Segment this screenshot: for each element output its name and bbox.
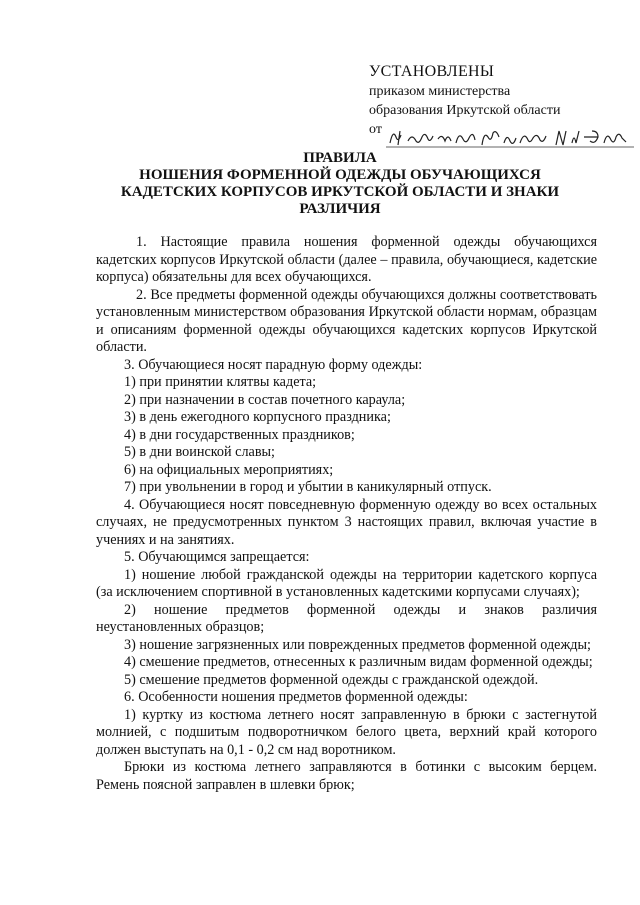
document-body [96, 234, 597, 794]
approval-title: УСТАНОВЛЕНЫ [369, 63, 495, 80]
list-item: 1) куртку из костюма летнего носят заправленную в брюки с застегнутой молнией, с подшитым подворотничком белого цвета, верхний край которого должен выступать на 0,1 - 0,2 см над воротником. [96, 706, 597, 758]
handwriting-signature-icon [386, 123, 636, 153]
approval-block [369, 62, 634, 139]
list-item: 2) при назначении в состав почетного караула; [124, 391, 406, 408]
approval-line-2: образования Иркутской области [369, 103, 561, 118]
paragraph-4: 4. Обучающиеся носят повседневную форменную одежду во всех остальных случаях, не предусмотренных пунктом 3 настоящих правил, включая участие в учениях и на занятиях. [96, 496, 597, 548]
list-item: 2) ношение предметов форменной одежды и знаков различия неустановленных образцов; [96, 601, 597, 635]
list-item: 7) при увольнении в город и убытии в каникулярный отпуск. [124, 479, 492, 495]
list-item: 1) при принятии клятвы кадета; [124, 374, 317, 390]
paragraph-5: 5. Обучающимся запрещается: [124, 549, 310, 565]
list-item: 5) в дни воинской славы; [124, 444, 275, 460]
paragraph-continued: Брюки из костюма летнего заправляются в ботинки с высоким берцем. Ремень поясной заправлен в шлевки брюк; [96, 759, 597, 793]
list-item: 5) смешение предметов форменной одежды с гражданской одеждой. [124, 671, 539, 688]
list-item: 3) в день ежегодного корпусного праздника; [124, 409, 391, 425]
approval-date-prefix: от [369, 122, 382, 137]
title-line-2: НОШЕНИЯ ФОРМЕННОЙ ОДЕЖДЫ ОБУЧАЮЩИХСЯ [139, 167, 541, 183]
paragraph-2: 2. Все предметы форменной одежды обучающихся должны соответствовать установленным министерством образования Иркутской области нормам, образцам и описаниям форменной одежды обучающихся кадетских корпусов Иркутской области. [96, 286, 597, 355]
list-item: 6) на официальных мероприятиях; [124, 461, 334, 478]
approval-line-1: приказом министерства [369, 84, 511, 99]
paragraph-1: 1. Настоящие правила ношения форменной одежды обучающихся кадетских корпусов Иркутской области (далее – правила, обучающиеся, кадетские корпуса) обязательны для всех обучающихся. [96, 234, 597, 285]
title-line-1: ПРАВИЛА [303, 150, 377, 166]
list-item: 3) ношение загрязненных или поврежденных предметов форменной одежды; [124, 636, 591, 653]
title-line-4: РАЗЛИЧИЯ [299, 201, 381, 217]
document-title [80, 150, 600, 218]
list-item: 4) смешение предметов, отнесенных к различным видам форменной одежды; [124, 654, 593, 670]
paragraph-3: 3. Обучающиеся носят парадную форму одежды: [124, 356, 423, 373]
list-item: 4) в дни государственных праздников; [124, 426, 355, 443]
paragraph-6: 6. Особенности ношения предметов форменной одежды: [124, 689, 468, 705]
list-item: 1) ношение любой гражданской одежды на территории кадетского корпуса (за исключением спортивной в установленных кадетскими корпусами случаях); [96, 566, 597, 600]
approval-date-line [369, 120, 634, 139]
title-line-3: КАДЕТСКИХ КОРПУСОВ ИРКУТСКОЙ ОБЛАСТИ И ЗНАКИ [120, 184, 560, 200]
